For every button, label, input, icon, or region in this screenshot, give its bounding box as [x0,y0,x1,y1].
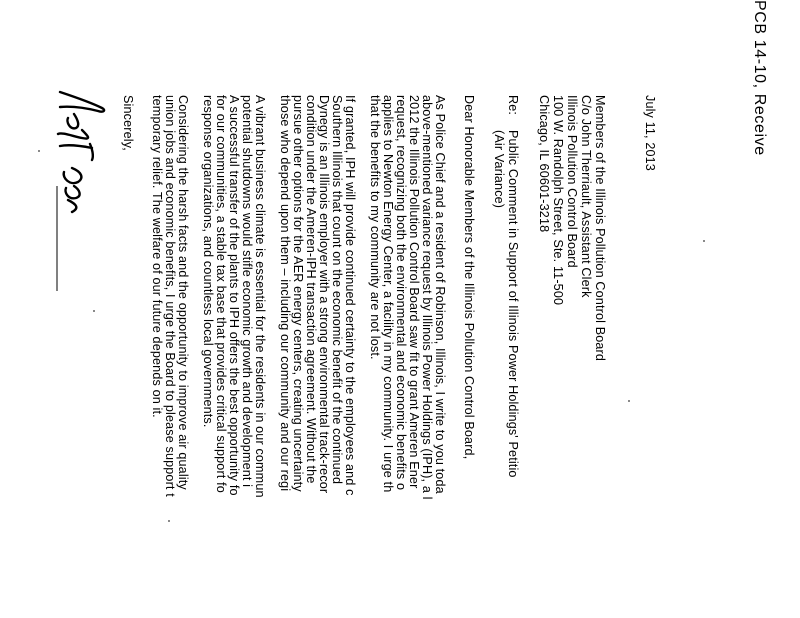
body-line: potential shutdowns would stifle economic growth and development i [240,95,254,488]
letter-date: July 11, 2013 [643,95,657,171]
address-line: Illinois Pollution Control Board [565,95,579,268]
salutation: Dear Honorable Members of the Illinois Pollution Control Board, [462,95,476,460]
body-line: Southern Illinois that count on the economic benefit of the continued [330,95,344,485]
address-line: Chicago, IL 60601-3218 [537,95,551,233]
closing: Sincerely, [121,95,135,151]
body-line: above-mentioned variance request by Illinois Power Holdings (IPH), a l [420,95,434,500]
scan-speck [703,240,705,242]
re-label: Re: [506,95,520,116]
address-line: Members of the Illinois Pollution Control Board [593,95,607,362]
subject-text: (Air Variance) [492,130,506,209]
scan-speck [168,520,170,522]
body-line: If granted, IPH will provide continued certainty to the employees and c [343,95,357,496]
body-line: As Police Chief and a resident of Robinson, Illinois, I write to you toda [433,95,447,494]
scan-speck [628,400,630,402]
signature [42,86,112,296]
body-line: response organizations, and countless local governments. [201,95,215,428]
body-line: that the benefits to my community are not lost. [368,95,382,360]
body-line: Considering the harsh facts and the opportunity to improve air quality [176,95,190,490]
scan-speck [38,150,40,152]
scan-speck [93,310,95,312]
body-line: union jobs and economic benefits, I urge the Board to please support t [163,95,177,497]
address-line: C/o John Therriault, Assistant Clerk [579,95,593,298]
body-line: A successful transfer of the plants to IPH offers the best opportunity fo [227,95,241,496]
body-line: 2012 the Illinois Pollution Control Board saw fit to grant Ameren Ener [407,95,421,489]
docket-header: PCB 14-10, Receive [751,0,768,156]
body-line: condition under the Ameren-IPH transaction agreement. Without the [304,95,318,484]
body-line: request, recognizing both the environmental and economic benefits o [394,95,408,491]
body-line: A vibrant business climate is essential for the residents in our commun [253,95,267,498]
body-line: Dynegy is an Illinois employer with a strong environmental track-recor [317,95,331,494]
body-line: for our communities, a stable tax base that provides critical support fo [214,95,228,493]
body-line: pursue other options for the AER energy centers, creating uncertainty [291,95,305,492]
body-line: applies to Newton Energy Center, a facility in my community. I urge th [381,95,395,493]
body-line: those who depend upon them – including our community and our regi [278,95,292,492]
address-line: 100 W. Randolph Street, Ste. 11-500 [551,95,565,306]
subject-text: Public Comment in Support of Illinois Power Holdings' Petitio [506,130,520,478]
body-line: temporary relief. The welfare of our future depends on it. [150,95,164,418]
